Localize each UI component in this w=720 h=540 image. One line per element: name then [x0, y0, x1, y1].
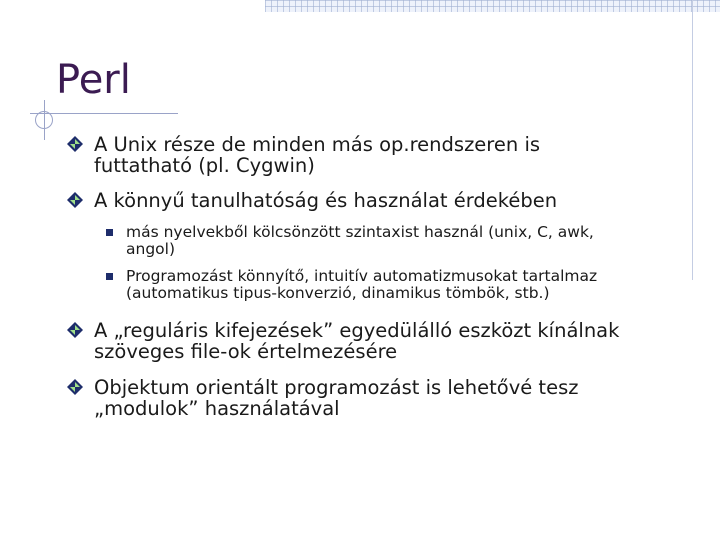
bullet-item [94, 190, 694, 211]
sub-bullet-text-line: (automatikus tipus-konverzió, dinamikus tömbök, stb.) [126, 284, 550, 302]
sub-bullet-item [126, 268, 686, 302]
bullet-item [94, 320, 694, 362]
diamond-bullet-icon [67, 322, 83, 338]
square-bullet-icon [106, 229, 113, 236]
bullet-text-line: szöveges file-ok értelmezésére [94, 340, 398, 363]
diamond-bullet-icon [67, 192, 83, 208]
sub-bullet-text-line: angol) [126, 240, 175, 258]
bullet-text-line: A könnyű tanulhatóság és használat érdekében [94, 189, 558, 212]
slide-title: Perl [56, 57, 131, 103]
bullet-text-line: Objektum orientált programozást is lehetővé tesz [94, 376, 579, 399]
bullet-text-line: „modulok” használatával [94, 397, 340, 420]
bullet-item [94, 134, 694, 176]
diamond-bullet-icon [67, 136, 83, 152]
bullet-item [94, 377, 694, 419]
square-bullet-icon [106, 273, 113, 280]
sub-bullet-item [126, 224, 686, 258]
crosshair-ornament-icon [35, 111, 53, 129]
bullet-text-line: A Unix része de minden más op.rendszeren is [94, 133, 541, 156]
bullet-text-line: A „reguláris kifejezések” egyedülálló eszközt kínálnak [94, 319, 620, 342]
diamond-bullet-icon [67, 379, 83, 395]
sub-bullet-text-line: más nyelvekből kölcsönzött szintaxist használ (unix, C, awk, [126, 223, 594, 241]
decorative-grid-band [265, 0, 720, 12]
bullet-text-line: futtatható (pl. Cygwin) [94, 154, 315, 177]
title-underline [30, 113, 178, 114]
sub-bullet-text-line: Programozást könnyítő, intuitív automatizmusokat tartalmaz [126, 267, 598, 285]
